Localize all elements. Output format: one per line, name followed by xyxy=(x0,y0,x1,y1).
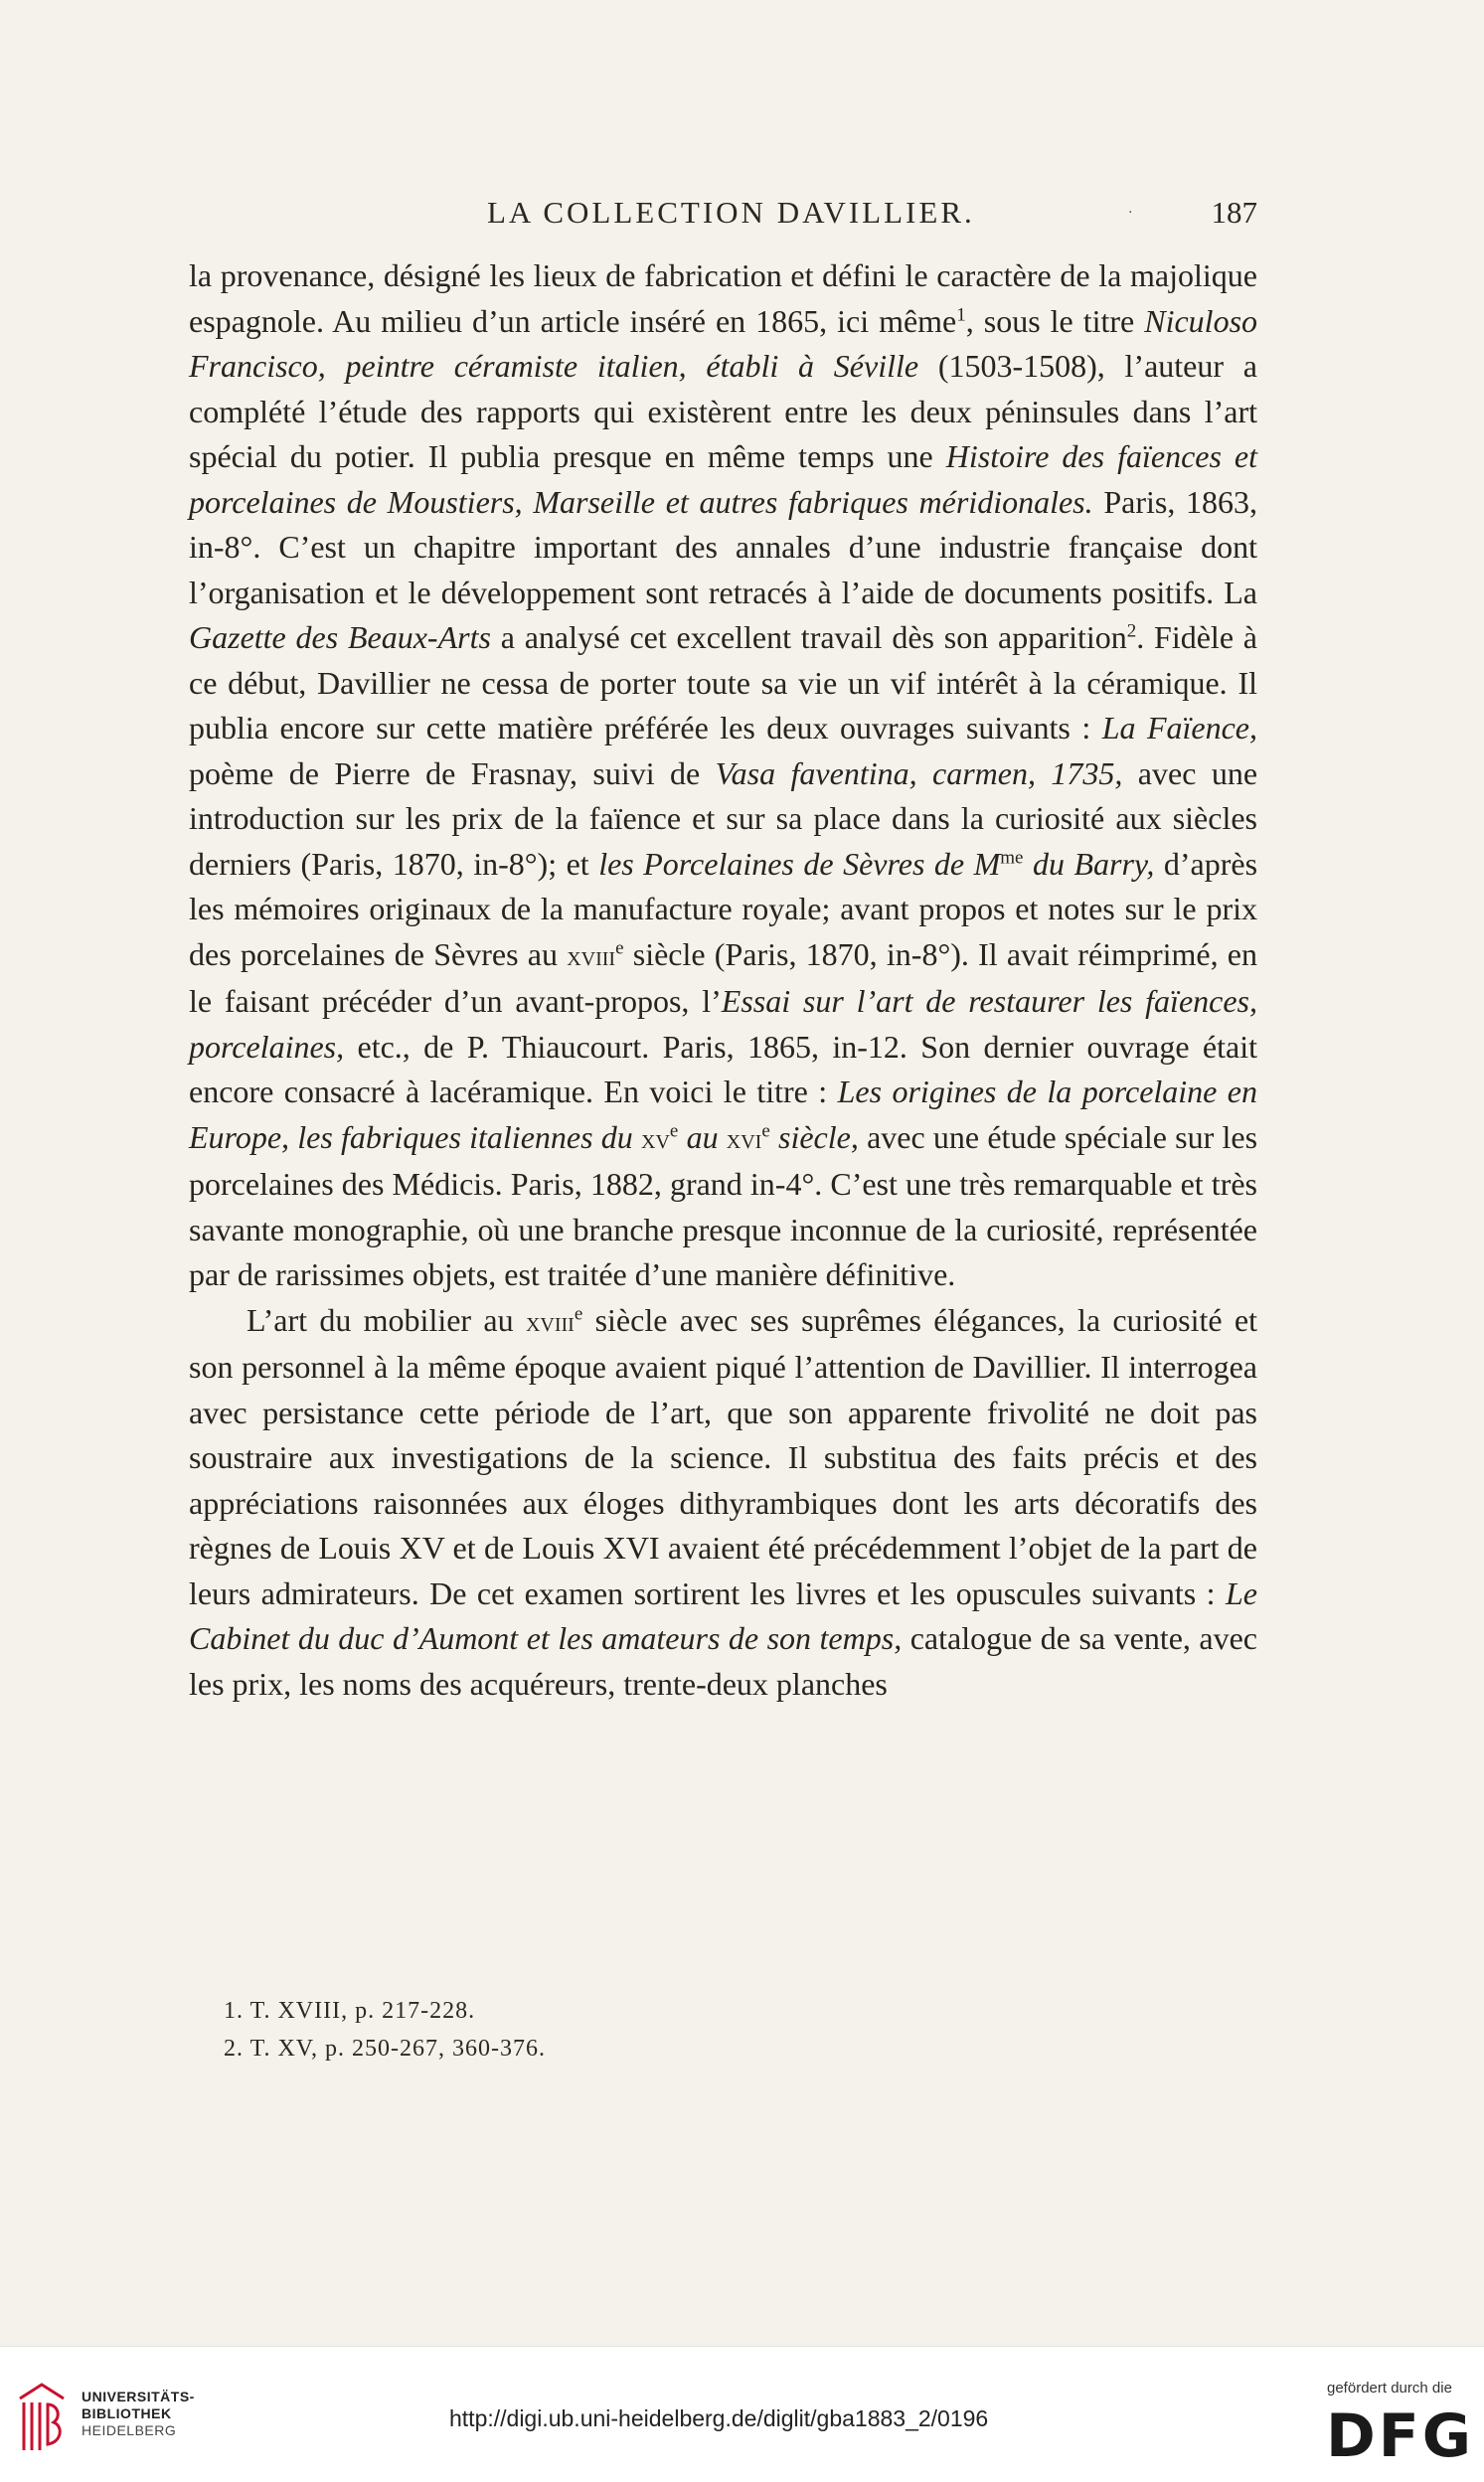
text-run: la provenance, désigné les lieux de fabrication et défini le caractère de la majolique espagnole. Au milieu d’un article inséré en 1865, ici même xyxy=(189,257,1257,339)
superscript: 2 xyxy=(1126,620,1137,642)
italic-title: Le Cabinet du duc d’Aumont et les amateurs de son temps, xyxy=(189,1574,1257,1656)
footnotes xyxy=(224,1992,1019,2068)
permalink-url[interactable]: http://digi.ub.uni-heidelberg.de/diglit/gba1883_2/0196 xyxy=(449,2405,989,2431)
text-run: siècle (Paris, 1870, in-8°). Il avait réimprimé, en le faisant précéder d’un avant-propos, l’ xyxy=(189,935,1258,1019)
page-number: 187 xyxy=(1211,195,1257,230)
italic-title: Histoire des faïences et porcelaines de Moustiers, Marseille et autres fabriques méridionales. xyxy=(189,438,1258,520)
text-run: siècle avec ses suprêmes élégances, la curiosité et son personnel à la même époque avaient piqué l’attention de Davillier. Il interrogea avec persistance cette période de l’art, que son apparente frivolité ne doit pas soustraire aux investigations de la science. Il substitua des faits précis et des appréciations raisonnées aux éloges dithyrambiques dont les arts décoratifs des règnes de Louis XV et de Louis XVI avaient été précédemment l’objet de la part de leurs admirateurs. De cet examen sortirent les livres et les opuscules suivants : xyxy=(189,1301,1257,1611)
library-name[interactable] xyxy=(82,2389,195,2439)
superscript: 1 xyxy=(956,303,966,325)
text-run: (1503-1508), l’auteur a complété l’étude des rapports qui existèrent entre les deux péninsules dans l’art spécial du potier. Il publia presque en même temps une xyxy=(189,348,1258,474)
text-run: . Fidèle à ce début, Davillier ne cessa de porter toute sa vie un vif intérêt à la céramique. Il publia encore sur cette matière préférée les deux ouvrages suivants : xyxy=(189,619,1258,745)
superscript: e xyxy=(615,936,624,958)
library-line-2: BIBLIOTHEK xyxy=(82,2405,172,2421)
text-run: L’art du mobilier au xyxy=(247,1301,526,1338)
page-header xyxy=(189,195,1257,235)
small-caps-numeral: xviii xyxy=(567,939,616,972)
library-line-1: UNIVERSITÄTS- xyxy=(82,2389,195,2404)
text-run: a analysé cet excellent travail dès son apparition xyxy=(490,619,1127,655)
text-run: poème de Pierre de Frasnay, suivi de xyxy=(189,754,716,791)
paragraph-2 xyxy=(189,1298,1257,1708)
superscript: e xyxy=(574,1302,583,1324)
italic-title: au xyxy=(678,1118,727,1155)
italic-title: Les origines de la porcelaine en Europe, les fabriques italiennes du xyxy=(189,1074,1258,1155)
text-run: Paris, 1863, in-8°. C’est un chapitre important des annales d’une industrie française dont l’organisation et le développement sont retracés à l’aide de documents positifs. La xyxy=(189,483,1258,610)
italic-title: Niculoso Francisco, peintre céramiste italien, établi à Séville xyxy=(189,302,1258,384)
ub-heidelberg-logo-icon[interactable] xyxy=(14,2381,70,2456)
text-run: avec une introduction sur les prix de la faïence et sur sa place dans la curiosité aux siècles derniers (Paris, 1870, in-8°); et xyxy=(189,754,1258,882)
funder-caption: gefördert durch die xyxy=(1327,2380,1452,2397)
footnote-1: 1. T. XVIII, p. 217-228. xyxy=(224,1998,476,2024)
text-run: d’après les mémoires originaux de la manufacture royale; avant propos et notes sur le prix des porcelaines de Sèvres au xyxy=(189,845,1258,972)
dfg-logo[interactable]: DFG xyxy=(1326,2401,1475,2471)
italic-title: Essai sur l’art de restaurer les faïences, porcelaines, xyxy=(189,983,1258,1065)
library-line-3: HEIDELBERG xyxy=(82,2422,177,2438)
text-run: etc., de P. Thiaucourt. Paris, 1865, in-12. Son dernier ouvrage était encore consacré à lacéramique. En voici le titre : xyxy=(189,1028,1257,1109)
italic-title: La Faïence, xyxy=(1101,710,1258,745)
superscript: e xyxy=(761,1119,770,1141)
running-title: LA COLLECTION DAVILLIER. xyxy=(487,195,975,230)
italic-title: du Barry, xyxy=(1023,845,1155,882)
italic-title: les Porcelaines de Sèvres de M xyxy=(598,845,1001,882)
small-caps-numeral: xvi xyxy=(726,1122,762,1155)
text-run: avec une étude spéciale sur les porcelaines des Médicis. Paris, 1882, grand in-4°. C’est une très remarquable et très savante monographie, où une branche presque inconnue de la curiosité, représentée par de rarissimes objets, est traitée d’une manière définitive. xyxy=(189,1118,1258,1292)
italic-title: Vasa faventina, carmen, 1735, xyxy=(715,754,1123,791)
text-run: catalogue de sa vente, avec les prix, les noms des acquéreurs, trente-deux planches xyxy=(189,1620,1258,1702)
body-text xyxy=(189,253,1257,1707)
italic-title: Gazette des Beaux-Arts xyxy=(189,619,491,655)
small-caps-numeral: xv xyxy=(641,1122,670,1155)
italic-title: siècle, xyxy=(769,1118,859,1155)
header-mark: · xyxy=(1128,205,1133,221)
footnote-2: 2. T. XV, p. 250-267, 360-376. xyxy=(224,2036,546,2062)
superscript: e xyxy=(669,1119,679,1141)
text-run: , sous le titre xyxy=(965,302,1145,339)
small-caps-numeral: xviii xyxy=(525,1305,575,1338)
superscript: me xyxy=(1000,846,1024,868)
paragraph-1 xyxy=(189,253,1257,1298)
